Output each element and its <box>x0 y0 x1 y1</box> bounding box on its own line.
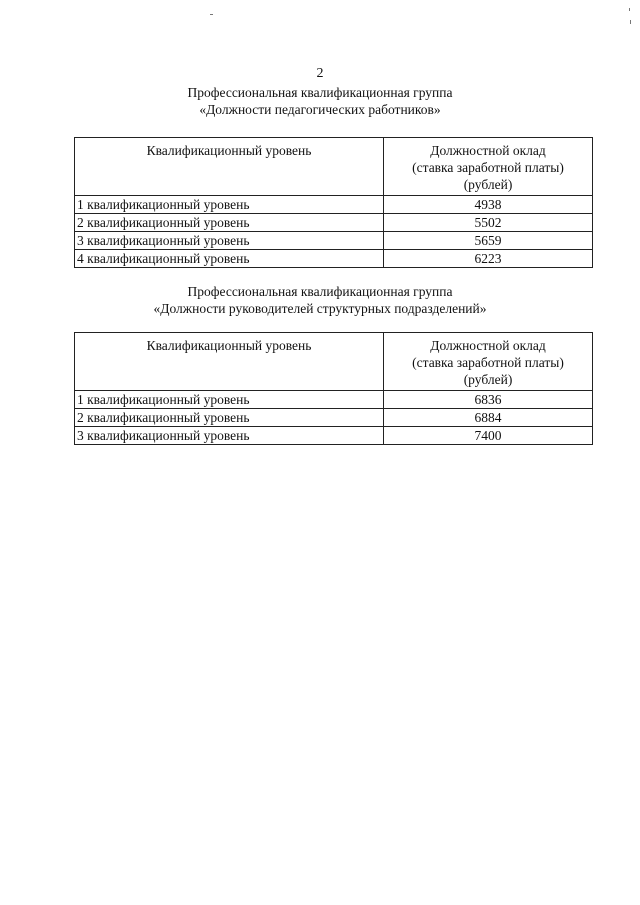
salary-cell: 6884 <box>384 409 593 427</box>
group-title-line: Профессиональная квалификационная группа <box>187 284 453 299</box>
header-qualification-level: Квалификационный уровень <box>75 138 384 196</box>
salary-cell: 5502 <box>384 214 593 232</box>
qualification-level-cell: 1 квалификационный уровень <box>75 391 384 409</box>
qualification-level-cell: 2 квалификационный уровень <box>75 409 384 427</box>
group-title-subtitle: «Должности руководителей структурных подразделений» <box>153 301 487 316</box>
table-row <box>75 214 593 232</box>
salary-cell: 7400 <box>384 427 593 445</box>
scan-speck <box>210 14 213 15</box>
salary-table-pedagogical <box>74 137 593 268</box>
table-row <box>75 391 593 409</box>
header-salary-line: (ставка заработной платы) <box>412 355 564 370</box>
header-salary <box>384 138 593 196</box>
salary-cell: 5659 <box>384 232 593 250</box>
table-row <box>75 232 593 250</box>
header-salary-line: (рублей) <box>463 372 513 387</box>
scan-speck <box>629 8 630 11</box>
salary-cell: 6836 <box>384 391 593 409</box>
salary-cell: 6223 <box>384 250 593 268</box>
group-title-department-heads <box>0 283 640 317</box>
scan-speck <box>630 20 631 24</box>
salary-cell: 4938 <box>384 196 593 214</box>
qualification-level-cell: 2 квалификационный уровень <box>75 214 384 232</box>
table-header-row <box>75 333 593 391</box>
group-title-subtitle: «Должности педагогических работников» <box>199 102 441 117</box>
qualification-level-cell: 1 квалификационный уровень <box>75 196 384 214</box>
table-row <box>75 409 593 427</box>
page-number: 2 <box>316 66 324 81</box>
header-qualification-level: Квалификационный уровень <box>75 333 384 391</box>
header-salary-line: (ставка заработной платы) <box>412 160 564 175</box>
table-header-row <box>75 138 593 196</box>
header-salary <box>384 333 593 391</box>
header-salary-line: Должностной оклад <box>430 338 546 353</box>
table-row <box>75 196 593 214</box>
header-salary-line: (рублей) <box>463 177 513 192</box>
table-row <box>75 250 593 268</box>
header-salary-line: Должностной оклад <box>430 143 546 158</box>
table-row <box>75 427 593 445</box>
qualification-level-cell: 3 квалификационный уровень <box>75 232 384 250</box>
qualification-level-cell: 3 квалификационный уровень <box>75 427 384 445</box>
salary-table-department-heads <box>74 332 593 445</box>
group-title-line: Профессиональная квалификационная группа <box>187 85 453 100</box>
qualification-level-cell: 4 квалификационный уровень <box>75 250 384 268</box>
group-title-pedagogical <box>0 84 640 118</box>
